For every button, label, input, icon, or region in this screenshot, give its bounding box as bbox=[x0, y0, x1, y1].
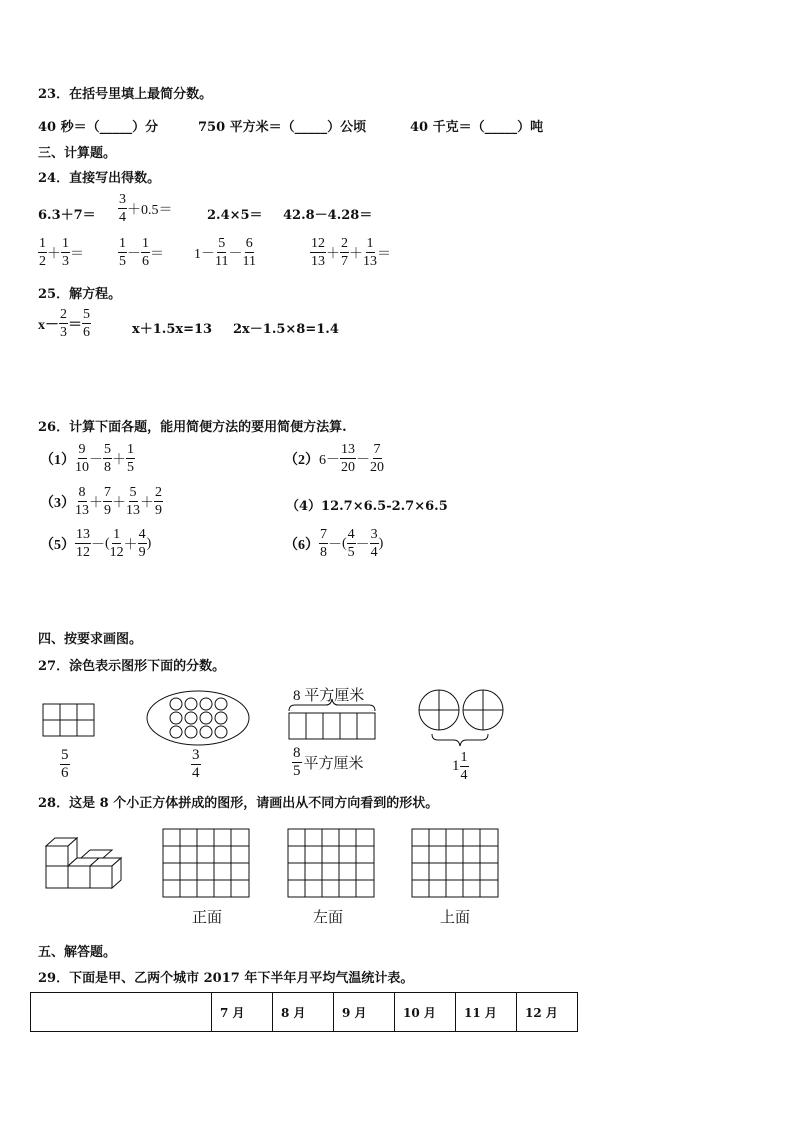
q27-bar-total: 8 平方厘米 bbox=[293, 688, 365, 704]
q28-cube-figure bbox=[46, 838, 121, 888]
q26-p6: （6） 7 8 － ( 4 5 － 3 4 ) bbox=[284, 527, 384, 560]
q25-title: 25．解方程。 bbox=[38, 287, 122, 302]
q27-circles-brace bbox=[432, 734, 488, 746]
table-header-cell: 10 月 bbox=[395, 993, 456, 1032]
q27-ellipse-circles[interactable] bbox=[147, 691, 249, 745]
q28-grid-left[interactable] bbox=[288, 829, 374, 897]
q25-eq3: 2x－1.5×8=1.4 bbox=[233, 322, 339, 337]
q27-two-circles[interactable] bbox=[419, 690, 503, 730]
table-header-cell: 7 月 bbox=[212, 993, 273, 1032]
section-4-heading: 四、按要求画图。 bbox=[38, 632, 143, 647]
q24-r2-b: 1 5 － 1 6 ＝ bbox=[119, 236, 164, 269]
q28-title: 28．这是 8 个小正方体拼成的图形，请画出从不同方向看到的形状。 bbox=[38, 796, 439, 811]
q29-title: 29．下面是甲、乙两个城市 2017 年下半年月平均气温统计表。 bbox=[38, 971, 414, 986]
q27-frac-3: 8 5 平方厘米 bbox=[293, 745, 364, 779]
q28-grid-top[interactable] bbox=[412, 829, 498, 897]
q26-title: 26．计算下面各题，能用简便方法的要用简便方法算. bbox=[38, 420, 347, 435]
q27-frac-2: $\frac{3}{4}$ bbox=[192, 747, 200, 781]
q23-item-3: 40 千克＝（_____）吨 bbox=[410, 120, 544, 135]
table-header-cell: 11 月 bbox=[456, 993, 517, 1032]
section-3-heading: 三、计算题。 bbox=[38, 146, 117, 161]
q29-temperature-table bbox=[30, 992, 578, 1032]
q28-label-top: 上面 bbox=[440, 908, 471, 926]
q23-item-2: 750 平方米＝（_____）公顷 bbox=[198, 120, 367, 135]
q24-r1-b: 3 4 ＋0.5＝ bbox=[119, 192, 173, 225]
q24-title: 24．直接写出得数。 bbox=[38, 171, 161, 186]
table-row bbox=[31, 993, 578, 1032]
q24-r2-c: 1－ 5 11 － 6 11 bbox=[194, 236, 256, 269]
q28-grid-front[interactable] bbox=[163, 829, 249, 897]
table-header-blank bbox=[31, 993, 212, 1032]
q26-p2: （2） 6－ 13 20 － 7 20 bbox=[284, 442, 384, 475]
q25-eq1: x－ 2 3 ＝ 5 6 bbox=[38, 307, 90, 340]
q27-bar[interactable] bbox=[289, 713, 375, 739]
q26-p1: （1） 9 10 － 5 8 ＋ 1 5 bbox=[40, 442, 134, 475]
q28-label-left: 左面 bbox=[313, 908, 344, 926]
q26-p3: （3） 8 13 ＋ 7 9 ＋ 5 13 ＋ 2 9 bbox=[40, 485, 162, 518]
section-5-heading: 五、解答题。 bbox=[38, 945, 117, 960]
q26-p5: （5） 13 12 － ( 1 12 ＋ 4 9 ) bbox=[40, 527, 152, 560]
q27-frac-1: $\frac{5}{6}$ bbox=[61, 747, 69, 781]
q28-label-front: 正面 bbox=[192, 908, 223, 926]
q23-item-1: 40 秒＝（_____）分 bbox=[38, 120, 159, 135]
q24-r2-a: 1 2 ＋ 1 3 ＝ bbox=[39, 236, 84, 269]
q25-eq2: x＋1.5x=13 bbox=[132, 322, 213, 337]
q27-frac-4: 1 1 4 bbox=[452, 750, 468, 783]
q26-p4: （4）12.7×6.5-2.7×6.5 bbox=[286, 499, 448, 514]
q27-title: 27．涂色表示图形下面的分数。 bbox=[38, 659, 226, 674]
q24-r1-c: 2.4×5＝ bbox=[207, 208, 263, 223]
q24-r1-d: 42.8－4.28＝ bbox=[283, 208, 373, 223]
q24-r1-a: 6.3＋7＝ bbox=[38, 208, 96, 223]
q27-rect-grid[interactable] bbox=[43, 704, 94, 736]
q24-r2-d: 12 13 ＋ 2 7 ＋ 1 13 ＝ bbox=[311, 236, 391, 269]
q23-title: 23．在括号里填上最简分数。 bbox=[38, 87, 213, 102]
table-header-cell: 8 月 bbox=[273, 993, 334, 1032]
table-header-cell: 9 月 bbox=[334, 993, 395, 1032]
table-header-cell: 12 月 bbox=[517, 993, 578, 1032]
